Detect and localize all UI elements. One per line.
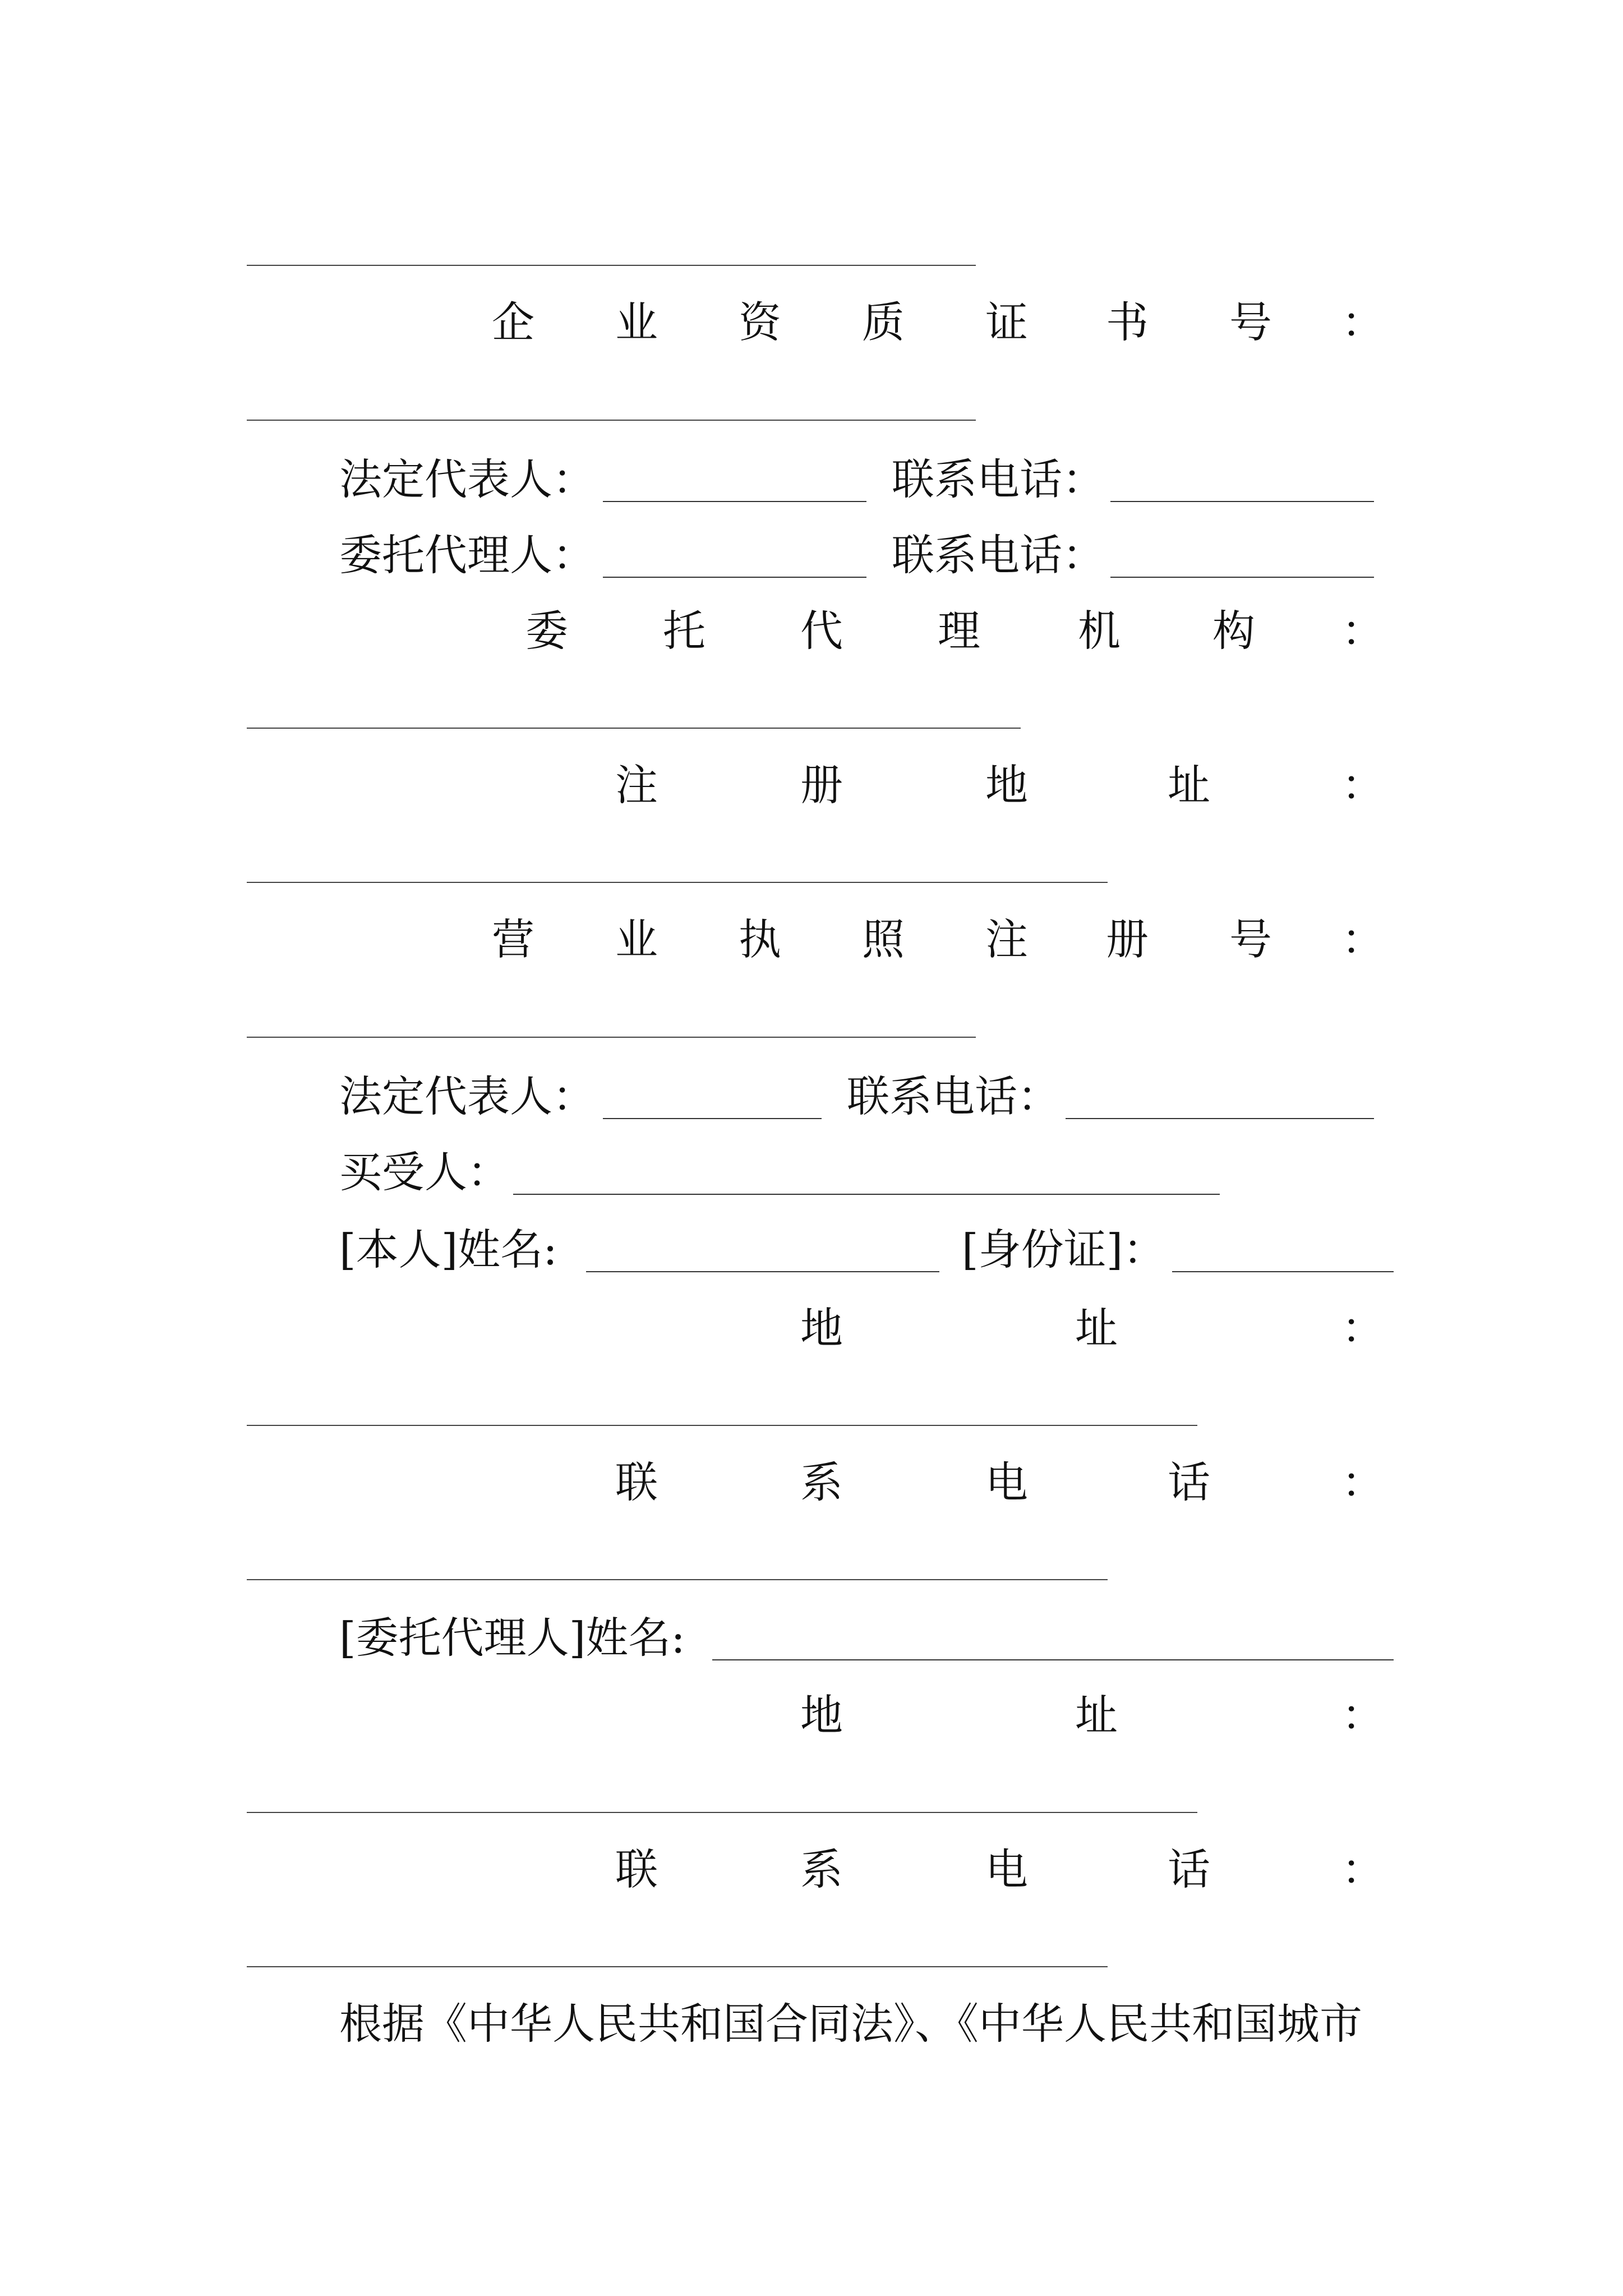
buyer-label: 买受人： <box>339 1147 510 1197</box>
license-char: 注 <box>985 914 1028 964</box>
address-2-colon: ： <box>1341 1690 1384 1740</box>
legal-rep-blank[interactable] <box>603 501 866 502</box>
agent-blank[interactable] <box>603 577 866 578</box>
blank-line <box>247 265 976 266</box>
self-id-blank[interactable] <box>1172 1271 1394 1272</box>
address-2-blank <box>247 1812 1197 1813</box>
agency-char: 托 <box>663 606 706 656</box>
qualification-blank <box>247 420 976 421</box>
agency-char: 构 <box>1212 606 1255 656</box>
reg-address-blank <box>247 882 1108 883</box>
address-2-char: 地 <box>800 1690 843 1740</box>
agent-phone-label: 联系电话： <box>892 530 1105 580</box>
qualification-char: 号 <box>1229 297 1272 347</box>
reg-address-colon: ： <box>1341 760 1384 810</box>
license-char: 册 <box>1106 914 1149 964</box>
qualification-char: 质 <box>862 297 905 347</box>
legal-rep-2-blank[interactable] <box>603 1118 822 1119</box>
phone-2-char: 联 <box>615 1844 658 1894</box>
legal-rep-2-label: 法定代表人： <box>339 1071 595 1121</box>
self-name-label: [本人]姓名: <box>339 1225 557 1274</box>
qualification-char: 证 <box>985 297 1028 347</box>
phone-1-colon: ： <box>1341 1457 1384 1507</box>
agency-char: 代 <box>800 606 843 656</box>
agency-char: 理 <box>938 606 980 656</box>
phone-2-char: 系 <box>800 1844 843 1894</box>
reg-address-char: 地 <box>985 760 1028 810</box>
license-blank <box>247 1037 976 1038</box>
legal-rep-phone-label: 联系电话： <box>892 454 1105 504</box>
reg-address-char: 址 <box>1168 760 1210 810</box>
address-2-char: 址 <box>1075 1690 1118 1740</box>
phone-1-char: 系 <box>800 1457 843 1507</box>
qualification-char: 书 <box>1106 297 1149 347</box>
reg-address-char: 册 <box>800 760 843 810</box>
address-1-blank <box>247 1425 1197 1426</box>
phone-1-char: 电 <box>985 1457 1028 1507</box>
legal-rep-2-phone-blank[interactable] <box>1066 1118 1374 1119</box>
agent-label: 委托代理人： <box>339 530 595 580</box>
self-id-label: [身份证]： <box>962 1225 1166 1274</box>
legal-rep-label: 法定代表人： <box>339 454 595 504</box>
license-char: 执 <box>739 914 781 964</box>
phone-1-blank <box>247 1579 1108 1580</box>
license-colon: ： <box>1341 914 1384 964</box>
address-1-char: 地 <box>800 1303 843 1353</box>
agency-blank <box>247 728 1021 729</box>
qualification-char: 企 <box>492 297 534 347</box>
license-char: 业 <box>615 914 658 964</box>
qualification-colon: ： <box>1341 297 1384 347</box>
phone-2-blank <box>247 1966 1108 1967</box>
license-char: 号 <box>1229 914 1272 964</box>
agency-char: 机 <box>1078 606 1121 656</box>
phone-2-char: 电 <box>985 1844 1028 1894</box>
license-char: 照 <box>862 914 905 964</box>
self-name-blank[interactable] <box>586 1271 939 1272</box>
phone-2-colon: ： <box>1341 1844 1384 1894</box>
phone-2-char: 话 <box>1168 1844 1210 1894</box>
legal-rep-2-phone-label: 联系电话： <box>847 1071 1060 1121</box>
agency-char: 委 <box>525 606 568 656</box>
qualification-char: 业 <box>615 297 658 347</box>
address-1-char: 址 <box>1075 1303 1118 1353</box>
address-1-colon: ： <box>1341 1303 1384 1353</box>
agent-2-label: [委托代理人]姓名: <box>339 1613 685 1663</box>
phone-1-char: 联 <box>615 1457 658 1507</box>
basis-paragraph: 根据《中华人民共和国合同法》、《中华人民共和国城市 <box>339 1999 1362 2049</box>
phone-1-char: 话 <box>1168 1457 1210 1507</box>
buyer-blank[interactable] <box>513 1194 1220 1195</box>
qualification-char: 资 <box>739 297 781 347</box>
agent-2-blank[interactable] <box>712 1659 1394 1660</box>
agency-colon: ： <box>1341 606 1384 656</box>
license-char: 营 <box>492 914 534 964</box>
reg-address-char: 注 <box>615 760 658 810</box>
agent-phone-blank[interactable] <box>1110 577 1374 578</box>
legal-rep-phone-blank[interactable] <box>1110 501 1374 502</box>
